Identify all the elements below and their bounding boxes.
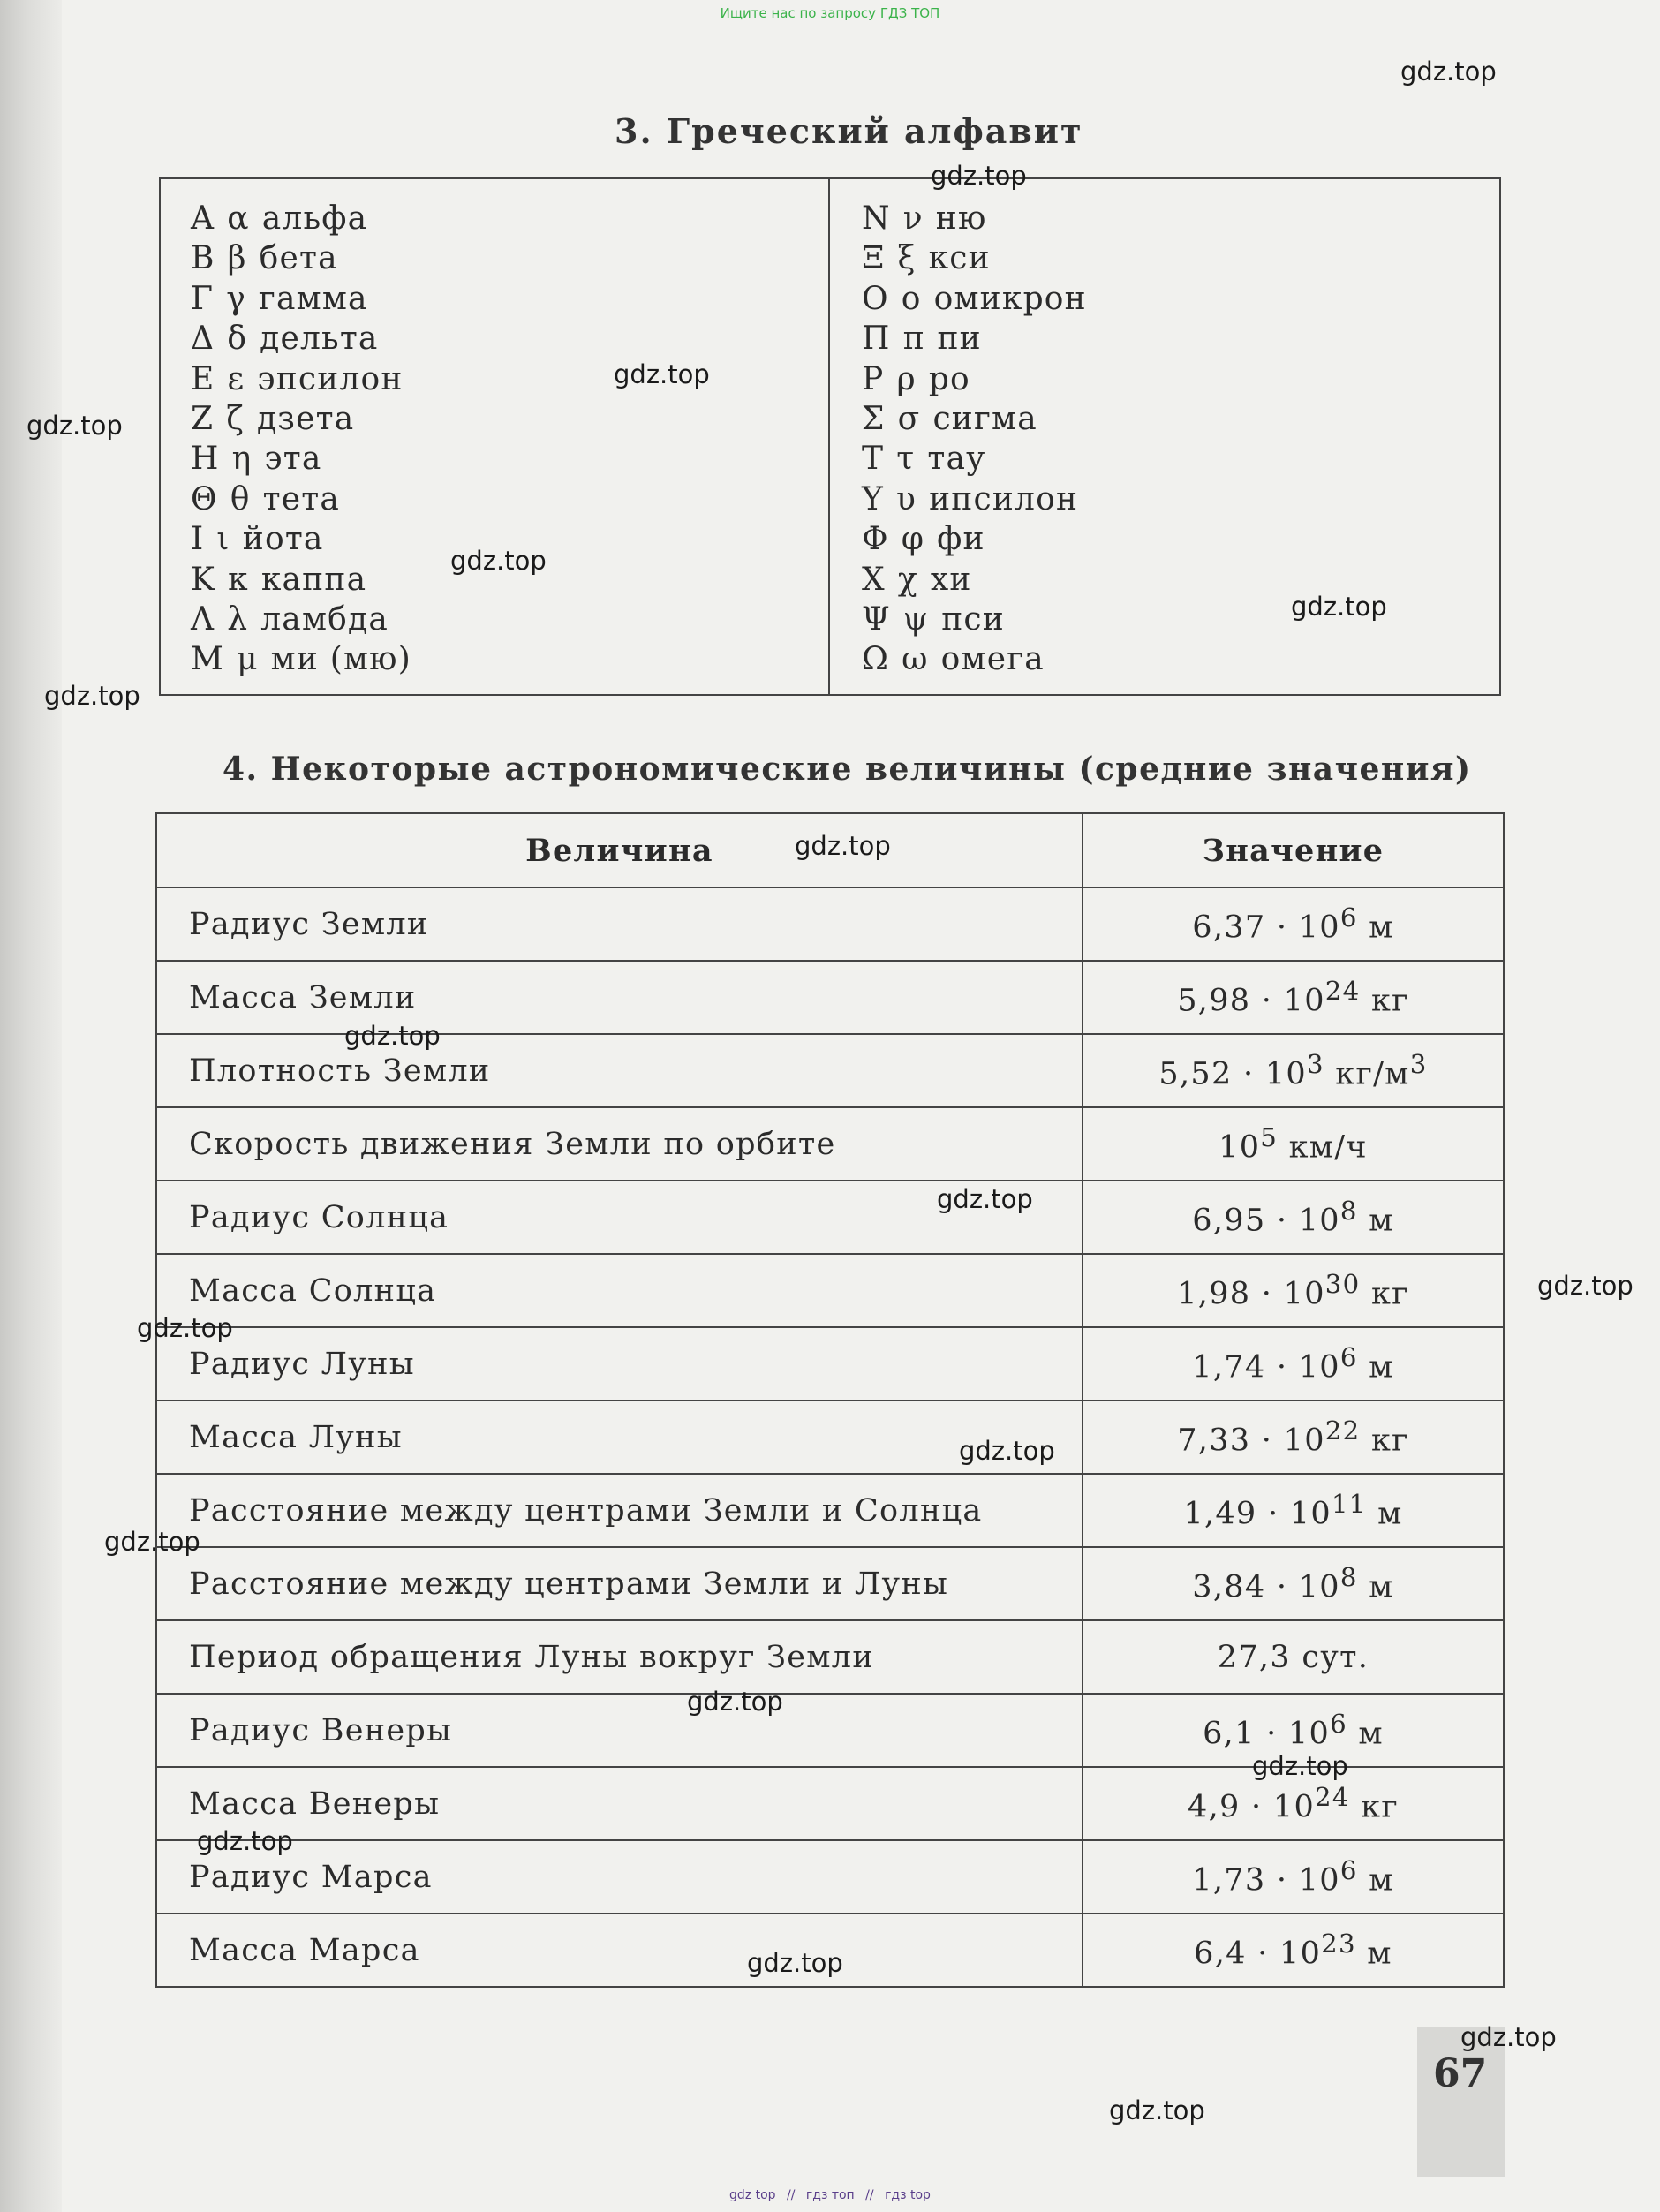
value-mantissa: 6,4 (1194, 1936, 1247, 1972)
table-row (156, 1547, 1504, 1620)
quantity-value: $6,1 \cdot 10^6$ м (1083, 1694, 1504, 1767)
greek-lowercase: μ (237, 641, 259, 678)
greek-letter-row (191, 359, 828, 399)
page-number: 67 (1433, 2051, 1488, 2096)
header-quantity: Величина (156, 813, 1083, 887)
value-exponent: 5 (1260, 1122, 1279, 1153)
greek-letter-row (191, 319, 828, 359)
greek-uppercase: Ε (191, 360, 215, 397)
quantity-value: $3,84 \cdot 10^8$ м (1083, 1547, 1504, 1620)
greek-letter-name: дельта (260, 321, 379, 358)
value-unit: м (1369, 910, 1394, 946)
greek-letter-name: фи (937, 521, 985, 558)
greek-letter-name: ми (мю) (270, 641, 411, 678)
value-unit: кг (1370, 1423, 1409, 1459)
greek-letter-name: бета (259, 240, 338, 277)
quantity-value: $1,73 \cdot 10^6$ м (1083, 1840, 1504, 1914)
value-unit: км/ч (1288, 1129, 1368, 1166)
greek-letter-name: дзета (256, 400, 355, 437)
greek-lowercase: ω (902, 641, 929, 678)
astronomy-table (155, 812, 1505, 1988)
value-exponent: 22 (1324, 1416, 1361, 1446)
greek-letter-name: ро (928, 360, 970, 397)
unit-exponent: 3 (1409, 1049, 1428, 1080)
greek-letter-row (191, 600, 828, 639)
quantity-name: Радиус Земли (156, 887, 1083, 961)
book-spine-shadow (0, 0, 62, 2212)
greek-uppercase: Χ (862, 561, 886, 598)
greek-letter-name: сигма (932, 400, 1038, 437)
greek-letter-row (862, 279, 1499, 319)
value-exponent: 8 (1339, 1562, 1358, 1593)
watermark-text: gdz.top (137, 1313, 233, 1343)
quantity-value: $5,98 \cdot 10^{24}$ кг (1083, 961, 1504, 1034)
greek-lowercase: δ (227, 321, 248, 358)
greek-letter-row (191, 439, 828, 479)
greek-letter-name: ипсилон (929, 480, 1079, 517)
watermark-text: gdz.top (795, 831, 891, 861)
greek-letter-row (862, 399, 1499, 439)
greek-lowercase: ξ (897, 240, 917, 277)
greek-letter-name: кси (928, 240, 991, 277)
quantity-value: $10^5$ км/ч (1083, 1107, 1504, 1181)
quantity-value: $1,49 \cdot 10^{11}$ м (1083, 1474, 1504, 1547)
greek-uppercase: Π (862, 321, 891, 358)
value-unit: м (1377, 1496, 1403, 1532)
greek-lowercase: υ (895, 480, 917, 517)
greek-lowercase: χ (897, 561, 918, 598)
watermark-text: gdz.top (450, 546, 547, 576)
value-mantissa: 3,84 (1192, 1569, 1266, 1605)
greek-letter-row (862, 479, 1499, 519)
watermark-text: gdz.top (197, 1826, 293, 1856)
value-mantissa: 5,52 (1158, 1056, 1233, 1092)
greek-uppercase: Σ (862, 400, 886, 437)
greek-letter-row (191, 639, 828, 679)
quantity-name: Радиус Луны (156, 1327, 1083, 1400)
greek-letter-name: омега (940, 641, 1045, 678)
greek-column-left (161, 179, 828, 694)
watermark-text: gdz.top (44, 681, 140, 711)
greek-lowercase: φ (901, 521, 925, 558)
value-mantissa: 1,73 (1192, 1862, 1266, 1899)
value-exponent: 24 (1315, 1782, 1350, 1813)
greek-alphabet-title: 3. Греческий алфавит (615, 111, 1083, 151)
greek-letter-row (862, 238, 1499, 278)
bottom-banner (0, 2188, 1660, 2202)
greek-letter-name: йота (242, 521, 324, 558)
quantity-value: $6,4 \cdot 10^{23}$ м (1083, 1914, 1504, 1987)
greek-uppercase: Α (191, 200, 215, 237)
bottom-separator: // (865, 2188, 874, 2202)
quantity-name: Масса Венеры (156, 1767, 1083, 1840)
greek-column-right (828, 179, 1499, 694)
table-row (156, 1181, 1504, 1254)
greek-letter-name: эта (264, 441, 322, 478)
quantity-name: Период обращения Луны вокруг Земли (156, 1620, 1083, 1694)
greek-lowercase: ζ (226, 400, 245, 437)
greek-letter-row (191, 199, 828, 238)
value-exponent: 6 (1339, 902, 1358, 933)
quantity-name: Масса Луны (156, 1400, 1083, 1474)
greek-letter-row (191, 399, 828, 439)
greek-letter-name: омикрон (933, 280, 1087, 317)
quantity-value: $4,9 \cdot 10^{24}$ кг (1083, 1767, 1504, 1840)
greek-letter-name: ламбда (260, 600, 389, 638)
value-unit: кг/м (1335, 1056, 1410, 1092)
greek-uppercase: Ο (862, 280, 889, 317)
greek-uppercase: Υ (862, 480, 884, 517)
value-mantissa: 1,49 (1183, 1496, 1257, 1532)
greek-uppercase: Ω (862, 641, 890, 678)
bottom-link-3[interactable]: гдз top (885, 2188, 931, 2202)
value-mantissa: 1,98 (1177, 1276, 1251, 1312)
bottom-link-2[interactable]: гдз топ (805, 2188, 855, 2202)
greek-letter-name: хи (930, 561, 972, 598)
quantity-name: Масса Земли (156, 961, 1083, 1034)
quantity-name: Скорость движения Земли по орбите (156, 1107, 1083, 1181)
greek-uppercase: Τ (862, 441, 885, 478)
watermark-text: gdz.top (1109, 2095, 1205, 2125)
value-exponent: 11 (1331, 1489, 1367, 1520)
quantity-name: Радиус Солнца (156, 1181, 1083, 1254)
greek-letter-row (862, 639, 1499, 679)
quantity-value: $1,74 \cdot 10^6$ м (1083, 1327, 1504, 1400)
table-row (156, 1254, 1504, 1327)
greek-lowercase: γ (226, 280, 246, 317)
quantity-name: Плотность Земли (156, 1034, 1083, 1107)
greek-letter-row (862, 359, 1499, 399)
watermark-text: gdz.top (687, 1687, 783, 1717)
value-unit: кг (1361, 1789, 1399, 1825)
greek-letter-name: альфа (261, 200, 368, 237)
watermark-text: gdz.top (1460, 2022, 1557, 2052)
greek-letter-row (862, 319, 1499, 359)
value-unit: м (1358, 1716, 1384, 1752)
greek-letter-row (862, 560, 1499, 600)
value-unit: кг (1370, 983, 1409, 1019)
greek-uppercase: Ρ (862, 360, 885, 397)
greek-lowercase: θ (230, 480, 251, 517)
watermark-text: gdz.top (937, 1184, 1033, 1214)
greek-lowercase: ι (216, 521, 230, 558)
greek-lowercase: ο (901, 280, 922, 317)
quantity-value: $7,33 \cdot 10^{22}$ кг (1083, 1400, 1504, 1474)
greek-uppercase: Ν (862, 200, 891, 237)
greek-uppercase: Ξ (862, 240, 886, 277)
value-mantissa: 4,9 (1188, 1789, 1241, 1825)
quantity-name: Расстояние между центрами Земли и Луны (156, 1547, 1083, 1620)
quantity-value: $6,37 \cdot 10^6$ м (1083, 887, 1504, 961)
watermark-text: gdz.top (104, 1527, 200, 1557)
watermark-text: gdz.top (747, 1948, 843, 1978)
greek-uppercase: Ι (191, 521, 205, 558)
table-row (156, 1840, 1504, 1914)
quantity-value: $5,52 \cdot 10^3$ $кг/м^3$ (1083, 1034, 1504, 1107)
bottom-link-1[interactable]: gdz top (729, 2188, 776, 2202)
quantity-name: Радиус Марса (156, 1840, 1083, 1914)
value-exponent: 6 (1339, 1342, 1358, 1373)
value-exponent: 8 (1339, 1196, 1358, 1227)
greek-uppercase: Ψ (862, 600, 891, 638)
astronomy-title: 4. Некоторые астрономические величины (средние значения) (223, 751, 1472, 788)
greek-letter-row (862, 600, 1499, 639)
greek-letter-row (862, 199, 1499, 238)
greek-uppercase: Η (191, 441, 220, 478)
table-row (156, 887, 1504, 961)
greek-letter-row (191, 279, 828, 319)
table-row (156, 1107, 1504, 1181)
value-exponent: 3 (1306, 1049, 1324, 1080)
greek-letter-name: гамма (258, 280, 368, 317)
greek-lowercase: η (231, 441, 253, 478)
value-exponent: 6 (1339, 1855, 1358, 1886)
greek-lowercase: β (227, 240, 247, 277)
greek-uppercase: Κ (191, 561, 216, 598)
greek-lowercase: ρ (896, 360, 917, 397)
greek-letter-name: каппа (260, 561, 367, 598)
greek-letter-name: ню (935, 200, 987, 237)
value-exponent: 24 (1324, 976, 1361, 1007)
watermark-text: gdz.top (931, 161, 1027, 191)
watermark-text: gdz.top (1252, 1751, 1348, 1781)
table-row (156, 1620, 1504, 1694)
greek-uppercase: Ζ (191, 400, 215, 437)
value-mantissa: 6,95 (1192, 1203, 1266, 1239)
greek-letter-row (862, 519, 1499, 559)
value-exponent: 30 (1324, 1269, 1361, 1300)
value-exponent: 6 (1330, 1709, 1347, 1740)
greek-uppercase: Λ (191, 600, 215, 638)
greek-lowercase: κ (228, 561, 249, 598)
quantity-name: Масса Марса (156, 1914, 1083, 1987)
quantity-value: $6,95 \cdot 10^8$ м (1083, 1181, 1504, 1254)
table-row (156, 1474, 1504, 1547)
greek-letter-name: тау (927, 441, 986, 478)
greek-uppercase: Φ (862, 521, 889, 558)
value-mantissa: 6,1 (1203, 1716, 1256, 1752)
header-value: Значение (1083, 813, 1504, 887)
greek-letter-name: пси (941, 600, 1005, 638)
greek-uppercase: Β (191, 240, 215, 277)
table-row (156, 1400, 1504, 1474)
value-unit: м (1369, 1349, 1394, 1385)
greek-lowercase: ε (227, 360, 245, 397)
greek-lowercase: π (902, 321, 925, 358)
watermark-text: gdz.top (1537, 1271, 1634, 1301)
watermark-text: gdz.top (1400, 57, 1497, 87)
greek-lowercase: α (227, 200, 250, 237)
value-unit: м (1369, 1569, 1394, 1605)
watermark-text: gdz.top (344, 1021, 441, 1051)
quantity-name: Масса Солнца (156, 1254, 1083, 1327)
quantity-value: 27,3 сут. (1083, 1620, 1504, 1694)
quantity-name: Расстояние между центрами Земли и Солнца (156, 1474, 1083, 1547)
greek-lowercase: σ (897, 400, 921, 437)
value-mantissa: 7,33 (1177, 1423, 1251, 1459)
value-unit: кг (1370, 1276, 1409, 1312)
greek-lowercase: τ (896, 441, 916, 478)
top-banner[interactable]: Ищите нас по запросу ГДЗ ТОП (720, 5, 940, 21)
value-unit: м (1369, 1862, 1394, 1899)
watermark-text: gdz.top (26, 411, 123, 441)
watermark-text: gdz.top (959, 1436, 1055, 1466)
quantity-value: $1,98 \cdot 10^{30}$ кг (1083, 1254, 1504, 1327)
table-row (156, 1327, 1504, 1400)
greek-letter-name: тета (262, 480, 340, 517)
greek-uppercase: Δ (191, 321, 215, 358)
value-mantissa: 6,37 (1192, 910, 1266, 946)
value-mantissa: 1,74 (1192, 1349, 1266, 1385)
value-unit: м (1369, 1203, 1394, 1239)
greek-letter-row (191, 238, 828, 278)
greek-letter-name: эпсилон (257, 360, 404, 397)
greek-letter-row (862, 439, 1499, 479)
greek-uppercase: Μ (191, 641, 225, 678)
greek-letter-row (191, 479, 828, 519)
value-mantissa: 5,98 (1177, 983, 1251, 1019)
greek-lowercase: λ (227, 600, 249, 638)
watermark-text: gdz.top (614, 359, 710, 389)
watermark-text: gdz.top (1291, 592, 1387, 622)
greek-uppercase: Θ (191, 480, 218, 517)
greek-lowercase: ν (902, 200, 924, 237)
greek-letter-name: пи (937, 321, 982, 358)
greek-uppercase: Γ (191, 280, 215, 317)
greek-lowercase: ψ (902, 600, 930, 638)
value-unit: м (1367, 1936, 1392, 1972)
value-exponent: 23 (1321, 1929, 1356, 1959)
quantity-name: Радиус Венеры (156, 1694, 1083, 1767)
bottom-separator: // (787, 2188, 796, 2202)
